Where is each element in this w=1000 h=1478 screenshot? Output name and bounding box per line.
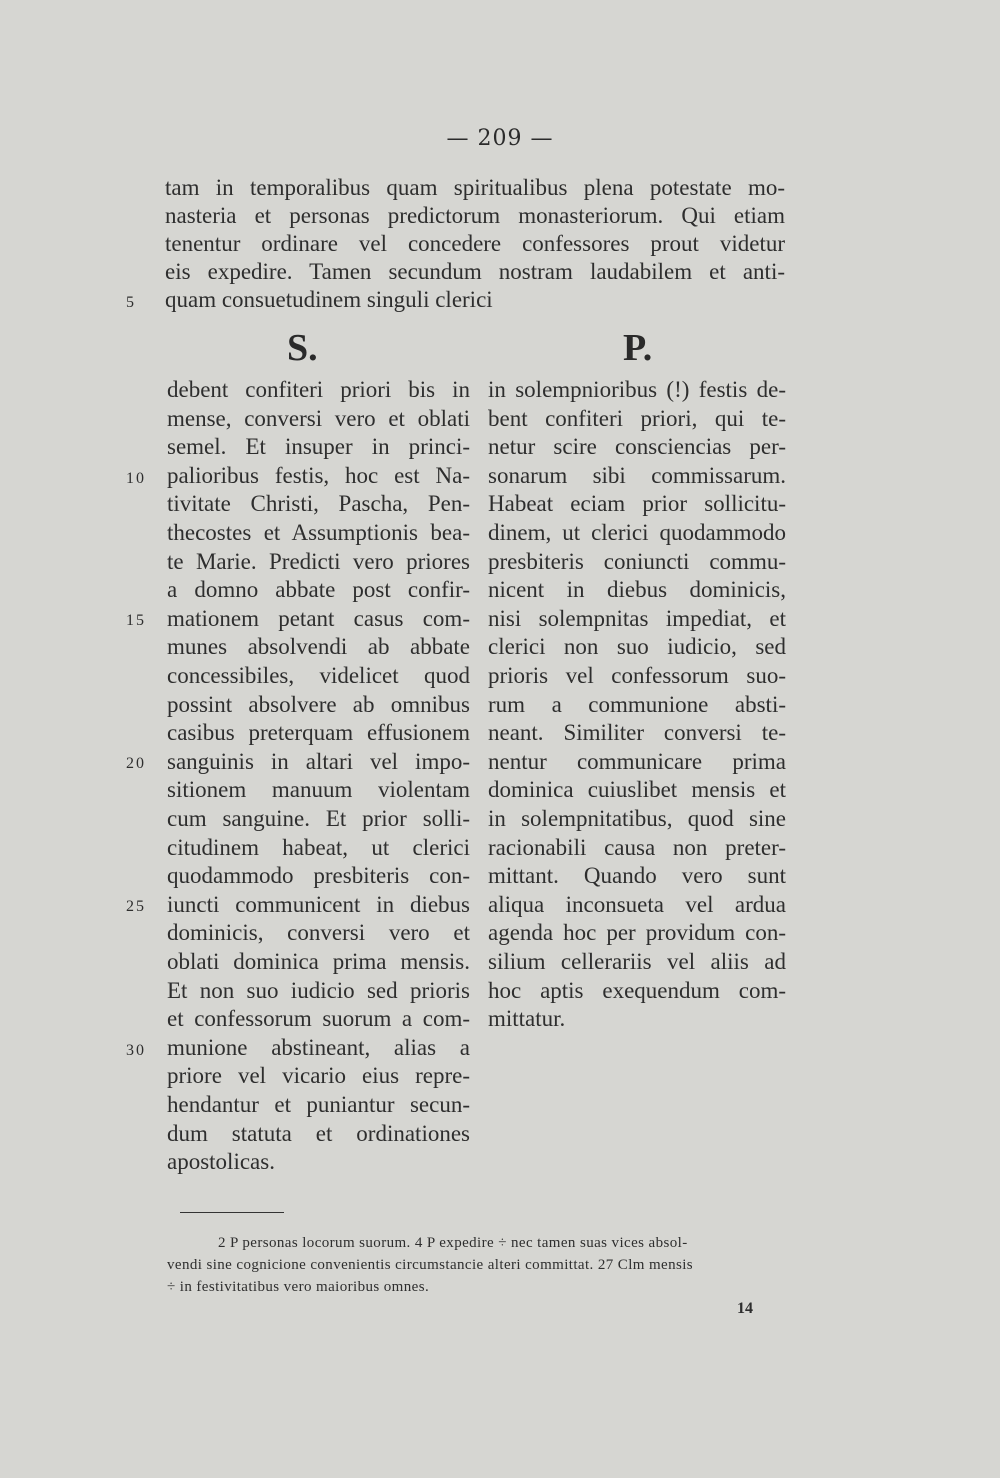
column-p-line: in solempnitatibus, quod sine (488, 806, 786, 831)
column-p-line: mittatur. (488, 1006, 566, 1032)
column-s-line: munes absolvendi ab abbate (167, 634, 470, 660)
column-p-line: presbiteris coniuncti commu- (488, 548, 786, 574)
column-p-line: agenda hoc per providum con- (488, 920, 786, 946)
footnote-line: ÷ in festivitatibus vero maioribus omnes. (167, 1279, 430, 1295)
column-s-line: te Marie. Predicti vero priores (167, 548, 470, 574)
intro-line: tenentur ordinare vel concedere confessores prout videtur (165, 231, 785, 256)
column-s-line: mationem petant casus com- (167, 605, 470, 631)
column-p-line: neant. Similiter conversi te- (488, 720, 786, 746)
intro-line: quam consuetudinem singuli clerici (165, 287, 493, 312)
column-s-line: concessibiles, videlicet quod (167, 663, 470, 688)
siglum-p: P. (623, 327, 653, 369)
column-s-line: citudinem habeat, ut clerici (167, 834, 470, 860)
column-p-line: in solempnioribus (!) festis de- (488, 377, 786, 402)
line-number: 30 (126, 1042, 146, 1059)
column-p-line: dinem, ut clerici quodammodo (488, 520, 786, 545)
column-s-line: hendantur et puniantur secun- (167, 1092, 470, 1117)
siglum-s: S. (287, 327, 318, 369)
column-p-line: nentur communicare prima (488, 748, 786, 774)
column-p-line: nisi solempnitas impediat, et (488, 605, 786, 631)
column-p-line: hoc aptis exequendum com- (488, 977, 786, 1003)
column-s-line: dominicis, conversi vero et (167, 920, 470, 946)
column-p-line: dominica cuiuslibet mensis et (488, 777, 786, 803)
footnote-line: vendi sine cognicione convenientis circumstancie alteri committat. 27 Clm mensis (167, 1257, 694, 1273)
column-s-line: palioribus festis, hoc est Na- (167, 462, 470, 488)
column-p-line: aliqua inconsueta vel ardua (488, 891, 786, 917)
column-s-line: apostolicas. (167, 1149, 275, 1175)
line-number: 5 (126, 294, 136, 311)
column-s-line: possint absolvere ab omnibus (167, 691, 470, 717)
signature-mark: 14 (737, 1300, 753, 1317)
column-p-line: prioris vel confessorum suo- (488, 663, 786, 688)
column-p-line: racionabili causa non preter- (488, 834, 786, 860)
page-number: — 209 — (446, 126, 554, 151)
line-number: 15 (126, 612, 146, 629)
column-s-line: oblati dominica prima mensis. (167, 949, 470, 974)
column-s-line: quodammodo presbiteris con- (167, 863, 470, 889)
column-s-line: Et non suo iudicio sed prioris (167, 977, 470, 1003)
column-s-line: priore vel vicario eius repre- (167, 1063, 470, 1089)
intro-line: tam in temporalibus quam spiritualibus plena potestate mo- (165, 175, 785, 200)
line-number: 10 (126, 470, 146, 487)
column-s-line: mense, conversi vero et oblati (167, 405, 470, 431)
column-s-line: dum statuta et ordinationes (167, 1120, 470, 1146)
column-s-line: thecostes et Assumptionis bea- (167, 520, 470, 545)
footnote-rule (180, 1212, 284, 1213)
column-p-line: nicent in diebus dominicis, (488, 577, 786, 603)
column-p-line: rum a communione absti- (488, 691, 786, 717)
column-s-line: sanguinis in altari vel impo- (167, 748, 470, 774)
column-s-line: et confessorum suorum a com- (167, 1006, 470, 1032)
column-p-line: Habeat eciam prior sollicitu- (488, 491, 786, 517)
column-s-line: sitionem manuum violentam (167, 777, 470, 803)
intro-line: nasteria et personas predictorum monasteriorum. Qui etiam (165, 203, 785, 228)
line-number: 25 (126, 898, 146, 915)
column-p-line: mittant. Quando vero sunt (488, 863, 786, 889)
column-s-line: casibus preterquam effusionem (167, 720, 470, 746)
column-s-line: munione abstineant, alias a (167, 1034, 470, 1060)
column-p-line: sonarum sibi commissarum. (488, 462, 786, 488)
column-s-line: debent confiteri priori bis in (167, 377, 470, 402)
column-p-line: netur scire consciencias per- (488, 434, 786, 460)
column-s-line: semel. Et insuper in princi- (167, 434, 470, 460)
column-s-line: iuncti communicent in diebus (167, 891, 470, 917)
column-s-line: tivitate Christi, Pascha, Pen- (167, 491, 470, 517)
intro-line: eis expedire. Tamen secundum nostram laudabilem et anti- (165, 259, 785, 284)
column-s-line: a domno abbate post confir- (167, 577, 470, 603)
footnote-line: 2 P personas locorum suorum. 4 P expedire ÷ nec tamen suas vices absol- (218, 1235, 688, 1251)
line-number: 20 (126, 755, 146, 772)
column-p-line: bent confiteri priori, qui te- (488, 405, 786, 431)
column-s-line: cum sanguine. Et prior solli- (167, 806, 470, 831)
column-p-line: silium cellerariis vel aliis ad (488, 949, 786, 974)
column-p-line: clerici non suo iudicio, sed (488, 634, 786, 660)
